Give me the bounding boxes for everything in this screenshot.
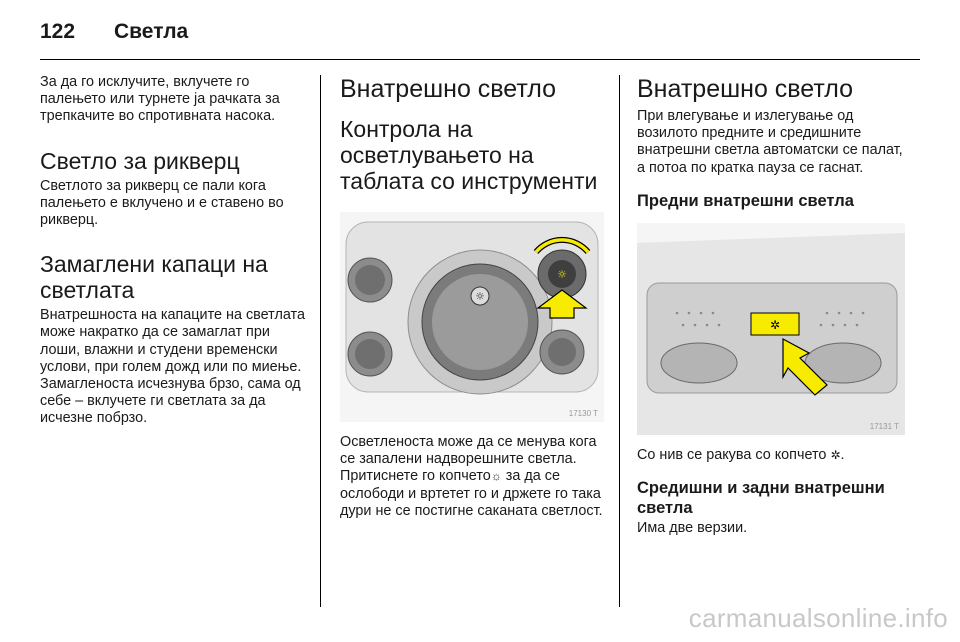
- column-middle: [340, 74, 604, 520]
- fogged-covers-text: Внатрешноста на капаците на светлата може накратко да се замаглат при лоши, влажни и студени временски услови, при голем дожд или по миење. Замагленоста исчезнува брзо, сама од себе – вклучете ги светлата за да исчезне побрзо.: [40, 307, 305, 427]
- column-left: [40, 74, 308, 428]
- column-divider-2: [619, 75, 620, 607]
- light-switch-figure: [340, 212, 604, 422]
- illumination-text: [340, 434, 604, 520]
- svg-text:☼: ☼: [475, 290, 485, 303]
- front-interior-lights-heading: Предни внатрешни светла: [637, 191, 854, 210]
- figure-code-17130: 17130 T: [568, 409, 598, 418]
- front-interior-light-figure: [637, 223, 905, 435]
- watermark: carmanualsonline.info: [688, 603, 948, 633]
- svg-text:☼: ☼: [557, 268, 567, 281]
- page-header: [40, 20, 188, 50]
- interior-light-intro: При влегување и излегување од возилото предните и средишните внатрешни светла автоматски се палат, а потоа по кратка пауза се гаснат.: [637, 108, 903, 176]
- illumination-text-part2: за да се ослободи и вртетет го и држете го така дури не се постигне саканата светлост.: [340, 468, 603, 519]
- reverse-light-text: Светлото за рикверц се пали кога палењето е вклучено и е ставено во рикверц.: [40, 177, 284, 229]
- page-number: 122: [40, 20, 76, 43]
- interior-light-icon: ✲: [830, 447, 841, 462]
- header-rule: [40, 59, 920, 60]
- instrument-illumination-heading: Контрола на осветлувањето на таблата со инструменти: [340, 116, 598, 194]
- interior-light-heading-2: Внатрешно светло: [637, 75, 854, 103]
- illumination-text-part1: Осветленоста може да се менува кога се запалени надворешните светла. Притиснете го копчето: [340, 434, 597, 485]
- dimmer-sun-icon: ☼: [490, 469, 502, 484]
- fogged-covers-heading: Замаглени капаци на светлата: [40, 251, 268, 304]
- center-rear-lights-text: Има две верзии.: [637, 520, 748, 537]
- column-divider-1: [320, 75, 321, 607]
- center-rear-lights-heading: Средишни и задни внатрешни светла: [637, 479, 885, 518]
- reverse-light-heading: Светло за рикверц: [40, 147, 240, 174]
- front-lights-text-part1: Со нив се ракува со копчето: [637, 446, 831, 463]
- switch-off-text: За да го исклучите, вклучете го палењето или турнете ја рачката за трепкачите во спротивната насока.: [40, 74, 280, 125]
- interior-light-heading: Внатрешно светло: [340, 75, 557, 103]
- section-title: Светла: [114, 20, 189, 43]
- front-lights-text: [637, 447, 907, 464]
- figure-code-17131: 17131 T: [869, 421, 899, 431]
- front-lights-text-part2: .: [840, 446, 845, 463]
- column-right: [637, 74, 907, 537]
- svg-text:✲: ✲: [769, 317, 781, 332]
